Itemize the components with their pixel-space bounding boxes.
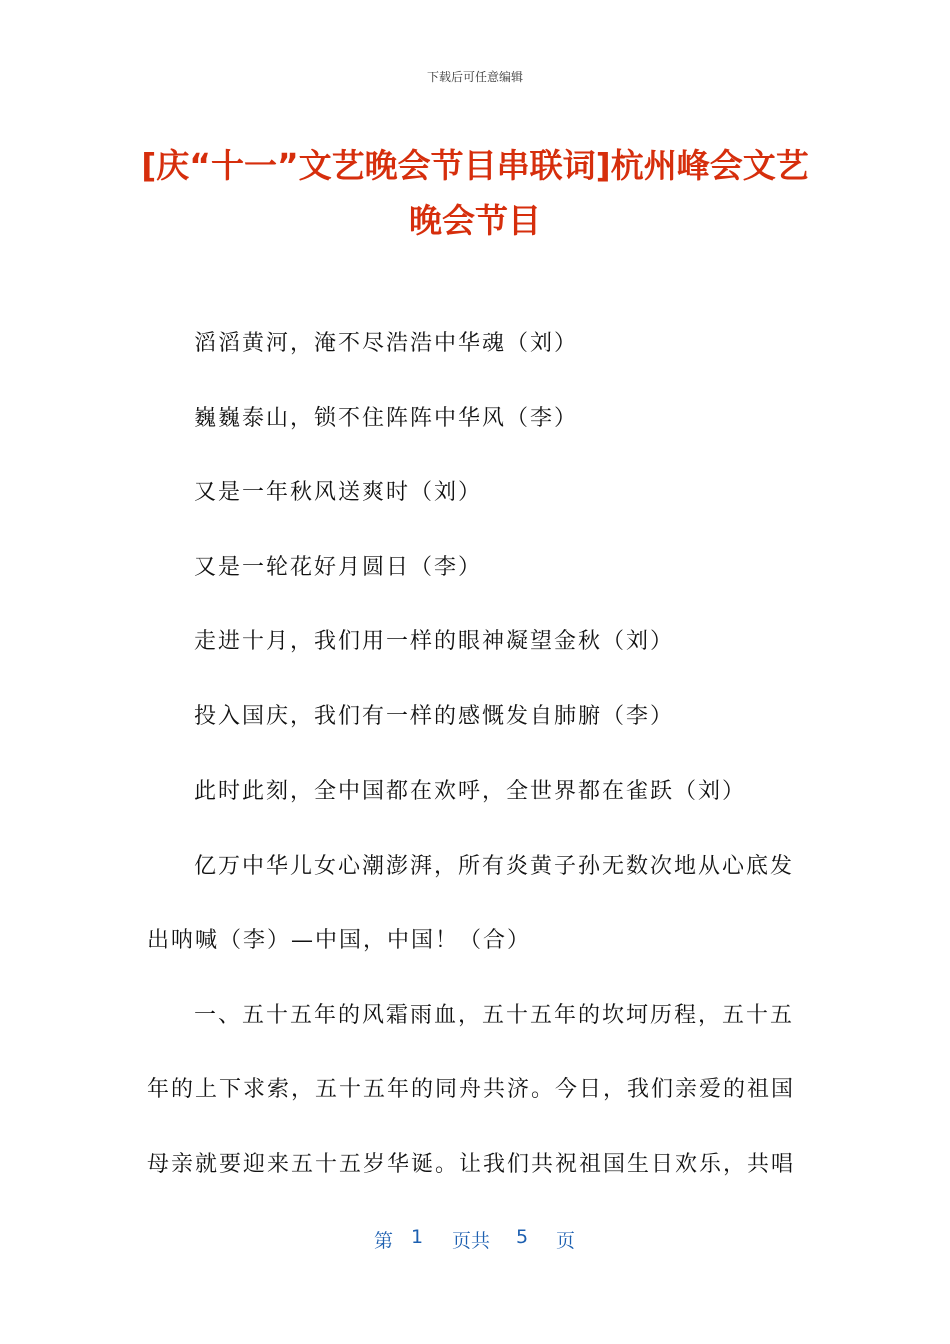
document-title: [庆“十一”文艺晚会节目串联词]杭州峰会文艺晚会节目 bbox=[141, 146, 809, 240]
footer-page-number: 1 bbox=[411, 1226, 424, 1248]
text-line: 出呐喊（李）—中国，中国！（合） bbox=[147, 928, 532, 953]
text-line: 投入国庆，我们有一样的感慨发自肺腑（李） bbox=[194, 704, 675, 729]
footer-di: 第 bbox=[374, 1230, 394, 1252]
text-line: 亿万中华儿女心潮澎湃，所有炎黄子孙无数次地从心底发 bbox=[194, 854, 795, 879]
text-line: 又是一年秋风送爽时（刘） bbox=[194, 480, 483, 505]
footer-total-pages: 5 bbox=[516, 1226, 529, 1248]
footer-ye-gong: 页共 bbox=[452, 1230, 491, 1252]
text-line: 走进十月，我们用一样的眼神凝望金秋（刘） bbox=[194, 629, 675, 654]
page-footer bbox=[0, 1226, 950, 1256]
text-line: 巍巍泰山，锁不住阵阵中华风（李） bbox=[194, 406, 579, 431]
header-note: 下载后可任意编辑 bbox=[426, 70, 523, 84]
footer-ye: 页 bbox=[556, 1230, 576, 1252]
text-line: 滔滔黄河，淹不尽浩浩中华魂（刘） bbox=[194, 331, 579, 356]
text-line: 母亲就要迎来五十五岁华诞。让我们共祝祖国生日欢乐，共唱 bbox=[147, 1152, 796, 1177]
text-line: 又是一轮花好月圆日（李） bbox=[194, 555, 483, 580]
text-line: 此时此刻，全中国都在欢呼，全世界都在雀跃（刘） bbox=[194, 779, 747, 804]
text-line: 年的上下求索，五十五年的同舟共济。今日，我们亲爱的祖国 bbox=[147, 1077, 796, 1102]
text-line: 一、五十五年的风霜雨血，五十五年的坎坷历程，五十五 bbox=[194, 1003, 795, 1028]
